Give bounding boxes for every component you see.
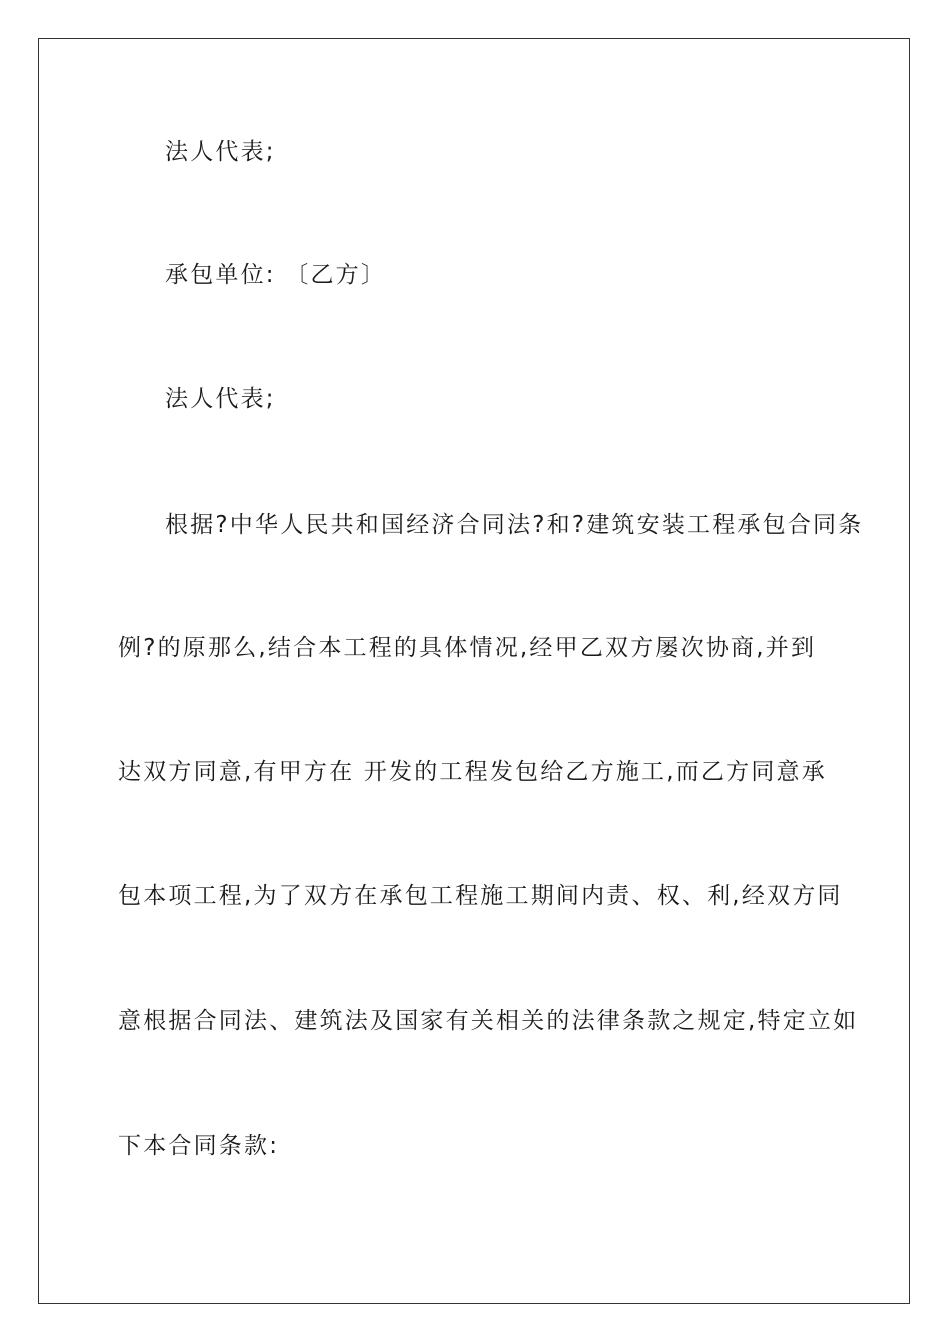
paragraph-line: 达双方同意,有甲方在 开发的工程发包给乙方施工,而乙方同意承 [118,759,827,785]
paragraph-line: 包本项工程,为了双方在承包工程施工期间内责、权、利,经双方同 [118,883,843,909]
paragraph-line: 根据?中华人民共和国经济合同法?和?建筑安装工程承包合同条 [165,512,864,538]
legal-representative-line: 法人代表; [165,139,276,165]
paragraph-line: 例?的原那么,结合本工程的具体情况,经甲乙双方屡次协商,并到 [118,635,817,661]
paragraph-line: 意根据合同法、建筑法及国家有关相关的法律条款之规定,特定立如 [118,1008,859,1034]
legal-representative-line-2: 法人代表; [165,386,276,412]
paragraph-line: 下本合同条款: [118,1133,280,1159]
contractor-unit-line: 承包单位: 〔乙方〕 [165,262,387,288]
page-border [38,38,910,1304]
